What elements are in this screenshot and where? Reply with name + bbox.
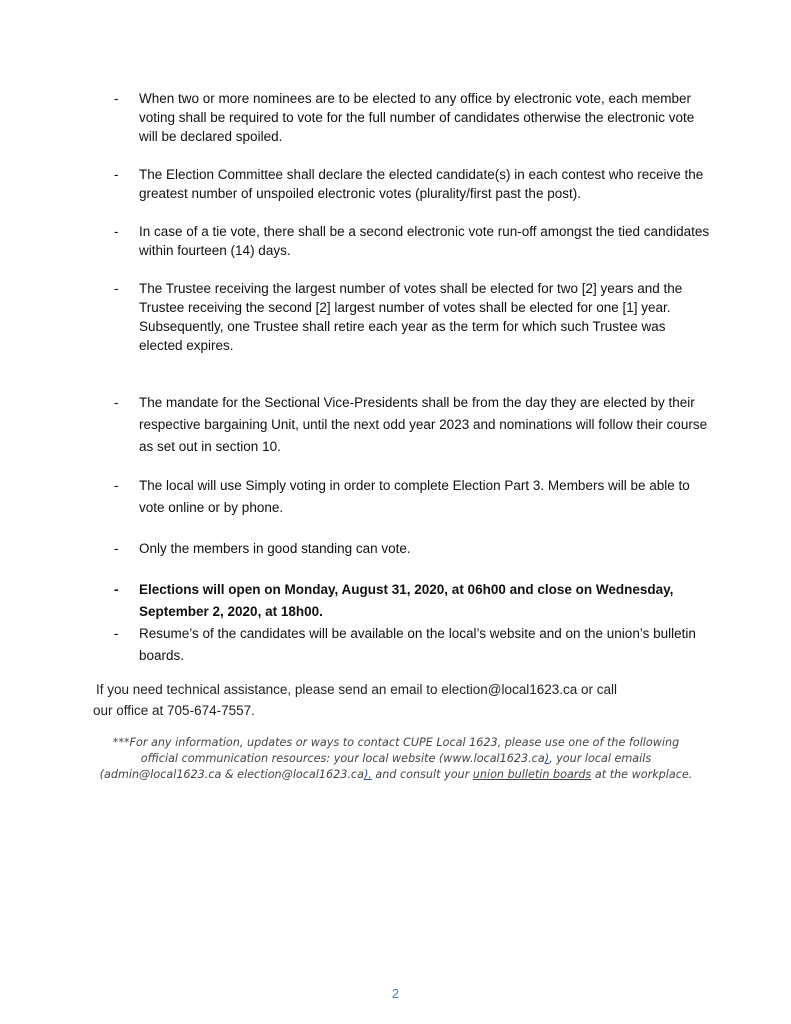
link-marker: ): [544, 752, 550, 765]
list-dash: -: [114, 167, 119, 182]
list-item-text: Elections will open on Monday, August 31, 2020, at 06h00 and close on Wednesday, September 2, 2020, at 18h00.: [139, 582, 674, 619]
list-item-text: When two or more nominees are to be elected to any office by electronic vote, each member voting shall be required to vote for the full number of candidates otherwise the electronic vote will be declared spoiled.: [139, 91, 695, 144]
footer-notice: [96, 735, 696, 783]
footer-text: , your local emails (admin@local1623.ca & election@local1623.ca: [99, 752, 652, 781]
assistance-line-2: our office at 705-674-7557.: [93, 703, 255, 718]
assistance-line-1: If you need technical assistance, please send an email to election@local1623.ca or call: [96, 682, 618, 697]
list-dash: -: [114, 582, 119, 597]
list-item-text: Only the members in good standing can vote.: [139, 541, 411, 556]
list-item-text: Resume’s of the candidates will be available on the local’s website and on the union’s bulletin boards.: [139, 626, 696, 663]
list-item-text: The Election Committee shall declare the elected candidate(s) in each contest who receive the greatest number of unspoiled electronic votes (plurality/first past the post).: [139, 167, 704, 201]
list-dash: -: [114, 626, 119, 641]
bulletin-boards-link[interactable]: union bulletin boards: [472, 768, 592, 781]
footer-text: at the workplace.: [591, 768, 693, 781]
list-dash: -: [114, 281, 119, 296]
list-dash: -: [114, 395, 119, 410]
link-marker: ).: [363, 768, 372, 781]
list-item-text: The local will use Simply voting in order to complete Election Part 3. Members will be able to vote online or by phone.: [139, 478, 690, 515]
page-number: 2: [391, 986, 400, 1001]
website-link[interactable]: www.local1623.ca: [443, 752, 545, 765]
list-dash: -: [114, 91, 119, 106]
list-item-text: The Trustee receiving the largest number of votes shall be elected for two [2] years and the Trustee receiving the second [2] largest number of votes shall be elected for one [1] year. Subsequently, one Trustee shall retire each year as the term for which such Trustee was elected expires.: [139, 281, 683, 353]
footer-text: ***For any information, updates or ways to contact CUPE Local 1623, please use one of the following official communication resources: your local website (: [112, 736, 680, 765]
list-dash: -: [114, 541, 119, 556]
list-item-text: The mandate for the Sectional Vice-Presidents shall be from the day they are elected by their respective bargaining Unit, until the next odd year 2023 and nominations will follow their course as set out in section 10.: [139, 395, 708, 454]
list-item-text: In case of a tie vote, there shall be a second electronic vote run-off amongst the tied candidates within fourteen (14) days.: [139, 224, 710, 258]
footer-text: and consult your: [371, 768, 473, 781]
list-dash: -: [114, 224, 119, 239]
list-dash: -: [114, 478, 119, 493]
